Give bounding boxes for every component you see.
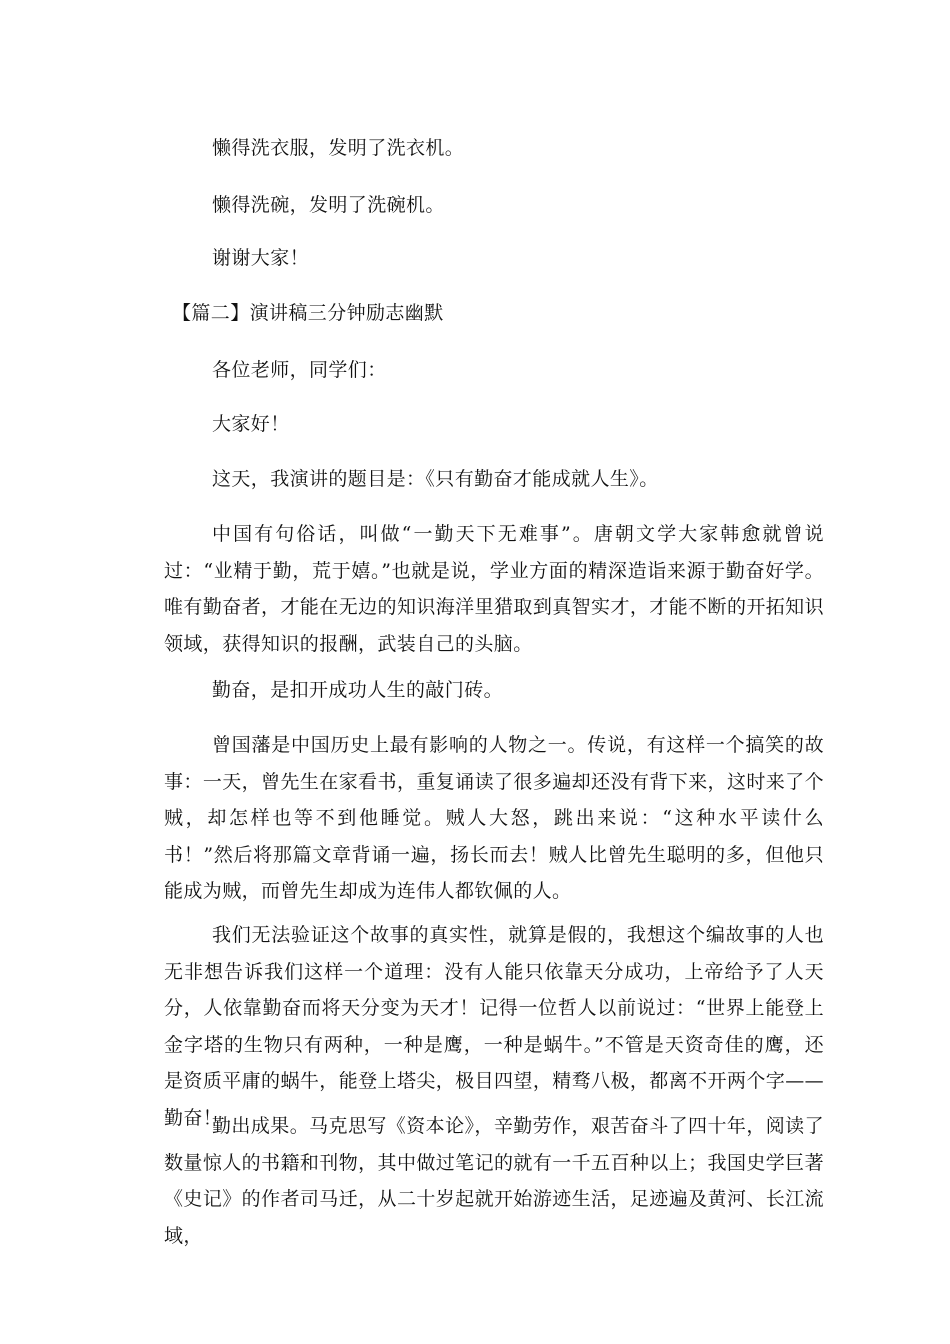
text-line-dishwasher: 懒得洗碗，发明了洗碗机。 <box>212 194 445 216</box>
hello-line: 大家好！ <box>212 413 290 435</box>
text-line-washing-machine: 懒得洗衣服，发明了洗衣机。 <box>212 137 465 159</box>
paragraph-talent-and-diligence: 我们无法验证这个故事的真实性，就算是假的，我想这个编故事的人也无非想告诉我们这样一个道理：没有人能只依靠天分成功，上帝给予了人天分，人依靠勤奋而将天分变为天才！记得一位哲人以前说过：“世界上能登上金字塔的生物只有两种，一种是鹰，一种是蜗牛。”不管是天资奇佳的鹰，还是资质平庸的蜗牛，能登上塔尖，极目四望，精骛八极，都离不开两个字——勤奋！ <box>164 924 824 1129</box>
paragraph-diligence-results: 勤出成果。马克思写《资本论》，辛勤劳作，艰苦奋斗了四十年，阅读了数量惊人的书籍和刊物，其中做过笔记的就有一千五百种以上；我国史学巨著《史记》的作者司马迁，从二十岁起就开始游迹生活，足迹遍及黄河、长江流域， <box>164 1115 824 1247</box>
topic-line: 这天，我演讲的题目是：《只有勤奋才能成就人生》。 <box>212 468 659 490</box>
section-heading: 【篇二】演讲稿三分钟励志幽默 <box>172 302 444 324</box>
paragraph-zeng-guofan-story: 曾国藩是中国历史上最有影响的人物之一。传说，有这样一个搞笑的故事：一天，曾先生在家看书，重复诵读了很多遍却还没有背下来，这时来了个贼，却怎样也等不到他睡觉。贼人大怒，跳出来说：“这种水平读什么书！”然后将那篇文章背诵一遍，扬长而去！贼人比曾先生聪明的多，但他只能成为贼，而曾先生却成为连伟人都钦佩的人。 <box>164 734 824 902</box>
paragraph-diligence-proverb: 中国有句俗话，叫做“一勤天下无难事”。唐朝文学大家韩愈就曾说过：“业精于勤，荒于嬉。”也就是说，学业方面的精深造诣来源于勤奋好学。唯有勤奋者，才能在无边的知识海洋里猎取到真智实才，才能不断的开拓知识领域，获得知识的报酬，武装自己的头脑。 <box>164 523 824 655</box>
greeting-line: 各位老师，同学们： <box>212 359 387 381</box>
text-line-thanks: 谢谢大家！ <box>212 247 310 269</box>
paragraph-stepping-stone: 勤奋，是扣开成功人生的敲门砖。 <box>212 679 504 701</box>
